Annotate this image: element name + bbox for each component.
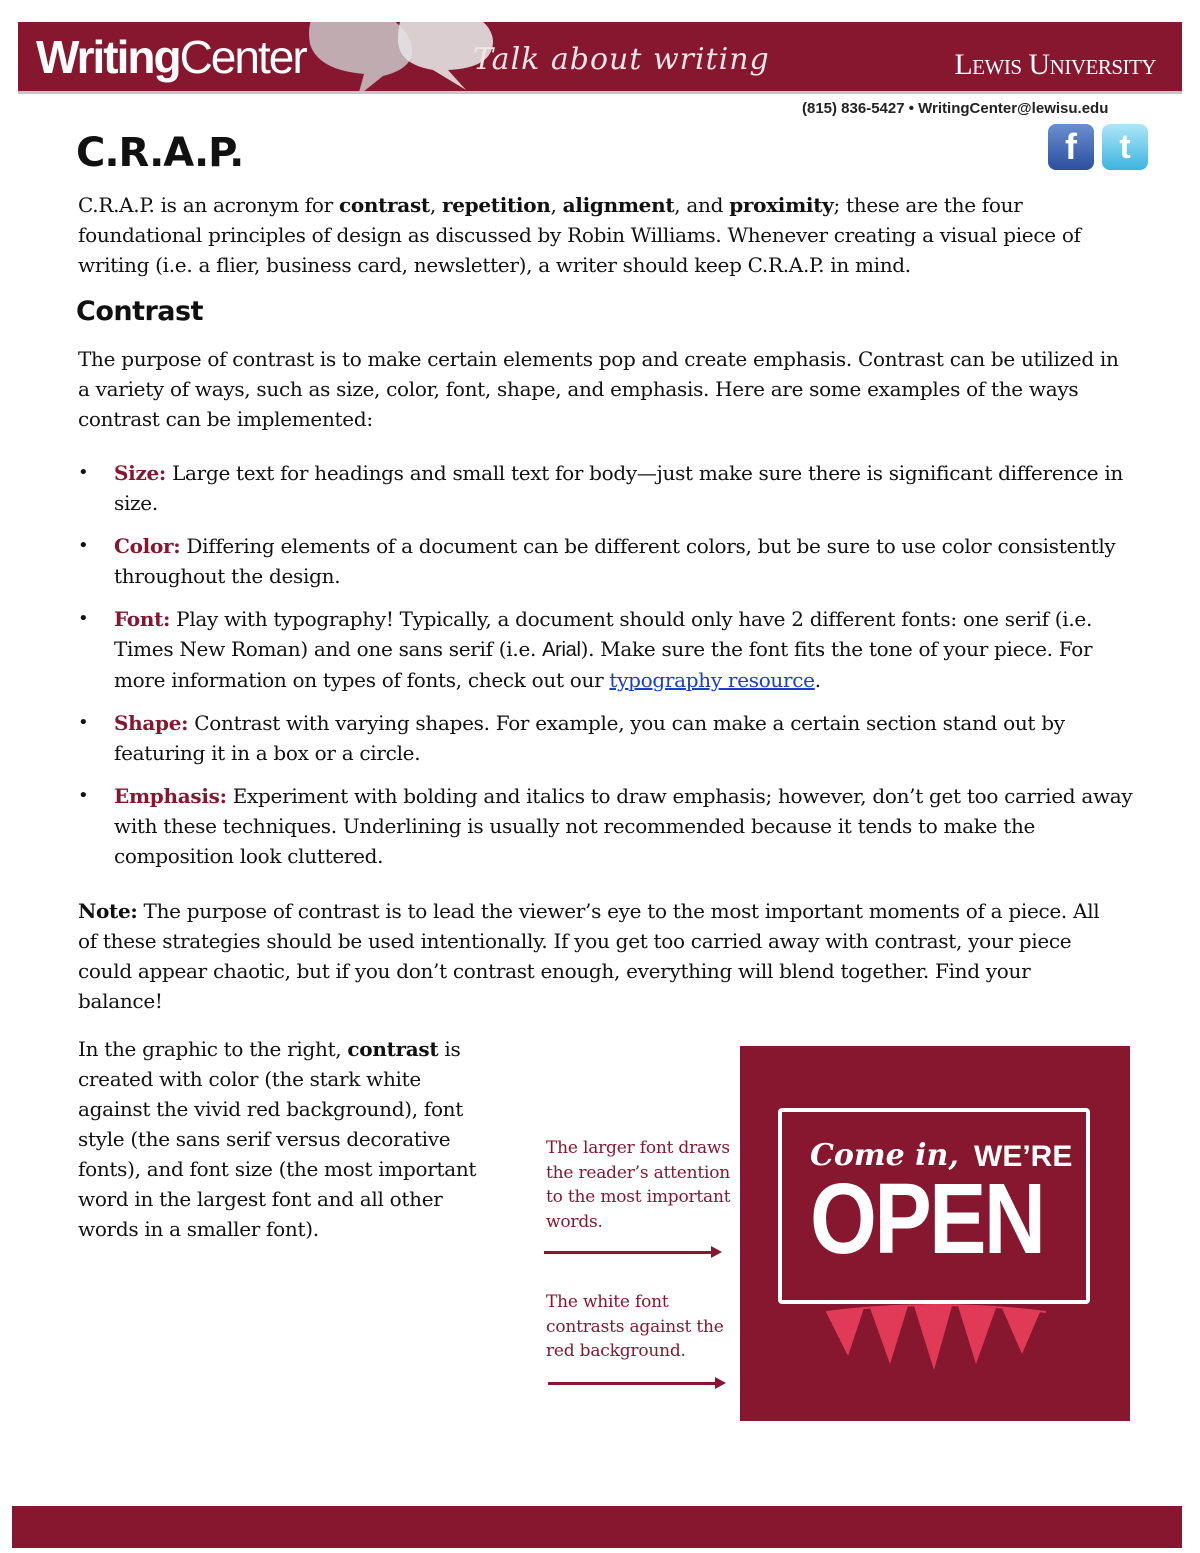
bunting-flags-icon [826,1304,1046,1380]
contrast-paragraph: The purpose of contrast is to make certain elements pop and create emphasis. Contrast can be utilized in a variety of ways, such as size, color, font, shape, and emphasis. Here are some examples of the ways contrast can be implemented: [78,347,1119,431]
section-heading-contrast: Contrast [76,296,204,327]
font-example-sans: Arial [542,639,581,661]
bullet-term: Color: [114,534,181,558]
font-example-serif: Times New Roman [114,637,301,661]
intro-text: C.R.A.P. is an acronym for [78,193,339,217]
bullet-text: . [814,668,821,692]
intro-bold-repetition: repetition [441,193,551,217]
twitter-icon[interactable] [1102,124,1148,170]
bullet-text: Experiment with bolding and italics to draw emphasis; however, don’t get too carried away with these techniques. Underlining is usually not recommended because it tends to make the composition look cluttered. [114,784,1133,868]
typography-resource-link[interactable]: typography resource [609,668,815,692]
intro-paragraph [78,190,1118,280]
open-sign-graphic [740,1046,1130,1421]
arrow-right-icon [548,1382,718,1385]
bullet-color [78,531,1138,591]
bullet-text: Contrast with varying shapes. For example, you can make a certain section stand out by featuring it in a box or a circle. [114,711,1065,765]
graphic-text: In the graphic to the right, [78,1037,348,1061]
header-banner [18,22,1182,94]
graphic-text: is created with color (the stark white against the vivid red background), font style (the sans serif versus decorative fonts), and font size (the most important word in the largest font and all other words in a smaller font). [78,1037,477,1241]
intro-text: , [550,193,563,217]
facebook-glyph: f [1065,126,1077,167]
facebook-icon[interactable] [1048,124,1094,170]
logo-bold-text: Writing [36,31,180,83]
bullet-term: Font: [114,607,171,631]
bullet-size [78,458,1138,518]
writing-center-logo[interactable] [36,32,306,82]
page-title: C.R.A.P. [76,130,244,176]
sign-were: WE’RE [974,1140,1073,1173]
sign-come-in: Come in, [810,1138,959,1173]
note-text: The purpose of contrast is to lead the viewer’s eye to the most important moments of a piece. All of these strategies should be used intentionally. If you get too carried away with contrast, your piece could appear chaotic, but if you don’t contrast enough, everything will blend together. Find your balance! [78,899,1100,1013]
bullet-font [78,604,1138,695]
bullet-emphasis [78,781,1138,871]
contact-info[interactable]: (815) 836-5427 • WritingCenter@lewisu.edu [802,100,1109,117]
sign-open: OPEN [810,1163,1044,1275]
annotation-white-font: The white font contrasts against the red background. [546,1292,724,1361]
intro-bold-contrast: contrast [338,193,430,217]
bullet-shape [78,708,1138,768]
bullet-text: Play with typography! Typically, a document should only have 2 different fonts: one serif (i.e. [170,607,1093,631]
annotation-larger-font: The larger font draws the reader’s attention to the most important words. [546,1138,731,1232]
logo-light-text: Center [179,31,306,83]
bullet-text: ) and one sans serif (i.e. [300,637,543,661]
intro-bold-proximity: proximity [729,193,834,217]
bullet-text: ). Make sure the font fits the tone of your piece. For more information on types of fonts, check out our [114,637,1093,692]
footer-bar [12,1506,1182,1548]
university-name: Lewis University [954,48,1156,81]
bullet-term: Shape: [114,711,189,735]
contrast-bullet-list [78,458,1138,884]
twitter-glyph: t [1119,127,1131,166]
bullet-term: Size: [114,461,167,485]
note-label: Note: [78,899,138,923]
tagline: Talk about writing [473,42,770,77]
bullet-text: Differing elements of a document can be different colors, but be sure to use color consistently throughout the design. [114,534,1116,588]
intro-text: ; these are the four foundational principles of design as discussed by Robin Williams. Whenever creating a visual piece of writing (i.e. a flier, business card, newsletter), a writer should keep C.R.A.P. in mind. [78,193,1081,277]
intro-text: , [429,193,442,217]
graphic-description [78,1034,478,1244]
bullet-text: Large text for headings and small text for body—just make sure there is significant difference in size. [114,461,1124,515]
note-paragraph [78,896,1118,1016]
intro-text: , and [674,193,730,217]
arrow-right-icon [544,1251,714,1254]
intro-bold-alignment: alignment [562,193,675,217]
graphic-bold-contrast: contrast [347,1037,439,1061]
bullet-term: Emphasis: [114,784,227,808]
